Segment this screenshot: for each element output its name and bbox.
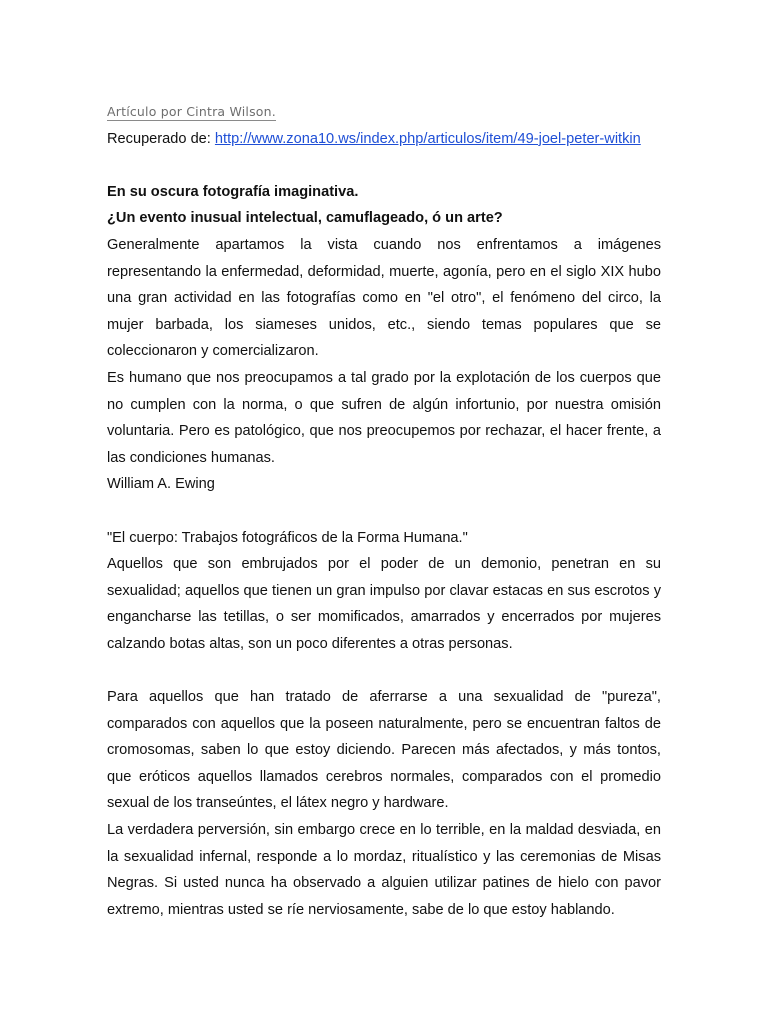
source-line (107, 126, 661, 153)
author-credit: Artículo por Cintra Wilson. (107, 104, 276, 119)
spacer (107, 657, 661, 684)
source-link[interactable]: http://www.zona10.ws/index.php/articulos/item/49-joel-peter-witkin (214, 130, 641, 147)
paragraph: Aquellos que son embrujados por el poder de un demonio, penetran en su sexualidad; aquellos que tienen un gran impulso por clavar estacas en sus escrotos y engancharse las tetillas, o ser momificados, amarrados y encerrados por mujeres calzando botas altas, son un poco diferentes a otras personas. (107, 556, 661, 652)
paragraph: Es humano que nos preocupamos a tal grado por la explotación de los cuerpos que no cumplen con la norma, o que sufren de algún infortunio, por nuestra omisión voluntaria. Pero es patológico, que nos preocupemos por rechazar, el hacer frente, a las condiciones humanas. (107, 369, 661, 466)
spacer (107, 498, 661, 525)
paragraph: La verdadera perversión, sin embargo crece en lo terrible, en la maldad desviada, en la sexualidad infernal, responde a lo mordaz, ritualístico y las ceremonias de Misas Negras. Si usted nunca ha observado a alguien utilizar patines de hielo con pavor extremo, mientras usted se ríe nerviosamente, sabe de lo que estoy hablando. (107, 822, 661, 918)
source-label: Recuperado de: (107, 130, 211, 147)
article-heading: En su oscura fotografía imaginativa. (107, 183, 359, 200)
document-page (107, 99, 661, 923)
quote-title: "El cuerpo: Trabajos fotográficos de la Forma Humana." (107, 529, 468, 546)
author-credit-line (107, 99, 661, 126)
spacer (107, 152, 661, 179)
article-subheading: ¿Un evento inusual intelectual, camuflageado, ó un arte? (107, 210, 503, 227)
paragraph: Generalmente apartamos la vista cuando nos enfrentamos a imágenes representando la enfermedad, deformidad, muerte, agonía, pero en el siglo XIX hubo una gran actividad en las fotografías como en "el otro", el fenómeno del circo, la mujer barbada, los siameses unidos, etc., siendo temas populares que se coleccionaron y comercializaron. (107, 236, 661, 360)
paragraph: Para aquellos que han tratado de aferrarse a una sexualidad de "pureza", comparados con aquellos que la poseen naturalmente, pero se encuentran faltos de cromosomas, saben lo que estoy diciendo. Parecen más afectados, y más tontos, que eróticos aquellos llamados cerebros normales, comparados con el promedio sexual de los transeúntes, el látex negro y hardware. (107, 689, 661, 812)
attribution: William A. Ewing (107, 476, 215, 493)
